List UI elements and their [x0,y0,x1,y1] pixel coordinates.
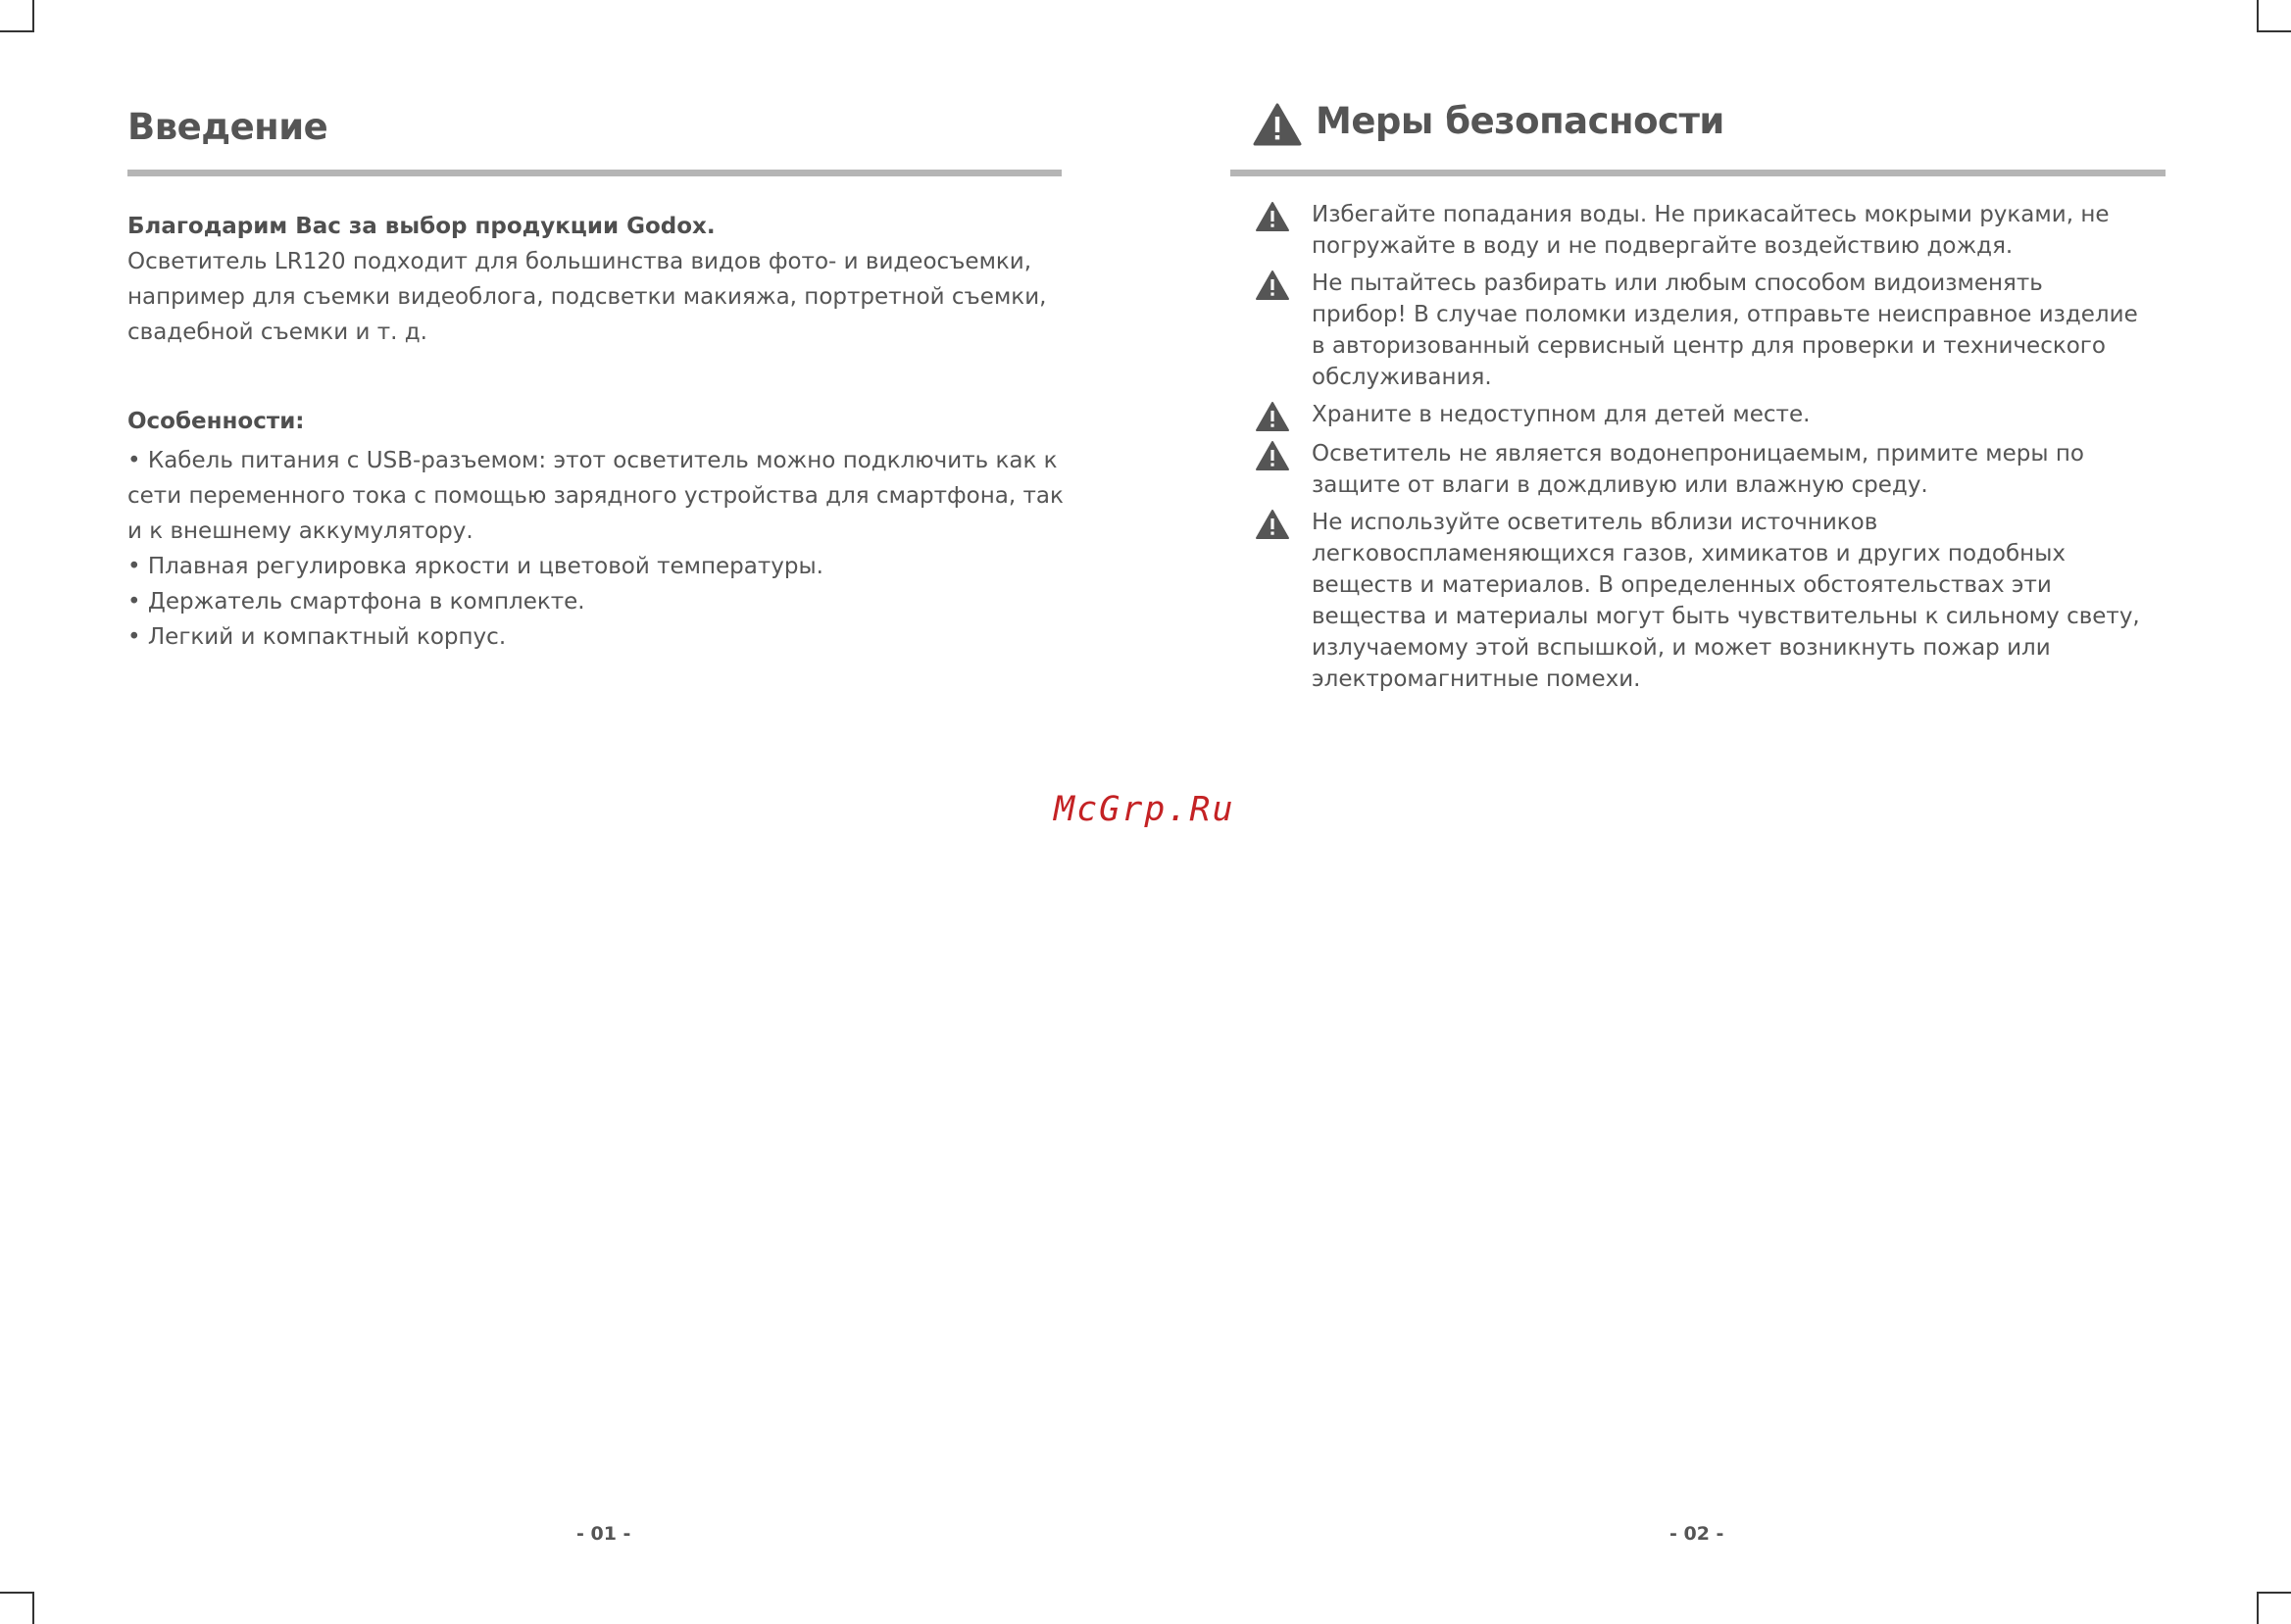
safety-item-text [1312,507,2168,695]
safety-item-line: Не используйте осветитель вблизи источников [1312,510,1878,535]
safety-item-line: прибор! В случае поломки изделия, отправьте неисправное изделие [1312,302,2138,327]
safety-item-line: Не пытайтесь разбирать или любым способом видоизменять [1312,271,2043,296]
crop-mark [2257,0,2259,32]
safety-item-line: обслуживания. [1312,365,1492,390]
page-number-left: - 01 - [576,1523,631,1545]
thanks-line: Благодарим Вас за выбор продукции Godox. [127,214,716,239]
title-rule [127,170,1062,176]
safety-item-line: Храните в недоступном для детей месте. [1312,402,1811,427]
warning-icon [1255,401,1290,432]
safety-item [1255,399,2168,432]
crop-mark [2259,1592,2291,1594]
warning-icon [1255,201,1290,232]
crop-mark [32,1592,34,1624]
safety-item-line: Осветитель не является водонепроницаемым, примите меры по [1312,441,2084,467]
warning-icon [1255,270,1290,301]
page-title-safety: Меры безопасности [1316,100,1724,142]
safety-item-text [1312,438,2168,501]
safety-title-icon [1253,103,1302,146]
safety-item-line: в авторизованный сервисный центр для проверки и технического [1312,333,2106,359]
intro-line: например для съемки видеоблога, подсветки макияжа, портретной съемки, [127,284,1047,310]
safety-item-text [1312,268,2168,393]
feature-line: • Кабель питания с USB-разъемом: этот осветитель можно подключить как к [127,448,1058,473]
page-number-right: - 02 - [1669,1523,1724,1545]
crop-mark [32,0,34,32]
safety-item-line: электромагнитные помехи. [1312,666,1641,692]
safety-item-text [1312,199,2168,262]
feature-line: сети переменного тока с помощью зарядного устройства для смартфона, так [127,483,1064,509]
title-rule [1230,170,2166,176]
safety-item-line: погружайте в воду и не подвергайте воздействию дождя. [1312,233,2014,259]
safety-list [1255,199,2168,701]
feature-line: • Держатель смартфона в комплекте. [127,589,585,615]
safety-item-text [1312,399,2168,430]
safety-item [1255,438,2168,501]
crop-mark [2259,30,2291,32]
spacer [127,350,1069,404]
warning-icon [1255,440,1290,471]
page-title-introduction: Введение [127,106,328,148]
feature-line: и к внешнему аккумулятору. [127,518,473,544]
features-heading: Особенности: [127,409,305,434]
warning-icon [1255,509,1290,540]
intro-line: свадебной съемки и т. д. [127,320,427,345]
safety-item [1255,507,2168,695]
crop-mark [0,1592,32,1594]
safety-item [1255,268,2168,393]
feature-line: • Легкий и компактный корпус. [127,624,507,650]
safety-item-line: Избегайте попадания воды. Не прикасайтесь мокрыми руками, не [1312,202,2110,227]
watermark: McGrp.Ru [1054,790,1235,829]
safety-item [1255,199,2168,262]
crop-mark [2257,1592,2259,1624]
introduction-body [127,209,1069,655]
safety-item-line: легковоспламеняющихся газов, химикатов и других подобных [1312,541,2066,566]
safety-item-line: защите от влаги в дождливую или влажную среду. [1312,472,1928,498]
intro-line: Осветитель LR120 подходит для большинства видов фото- и видеосъемки, [127,249,1032,274]
safety-item-line: веществ и материалов. В определенных обстоятельствах эти [1312,572,2052,598]
feature-line: • Плавная регулировка яркости и цветовой температуры. [127,554,823,579]
warning-icon [1253,103,1302,146]
safety-item-line: вещества и материалы могут быть чувствительны к сильному свету, [1312,604,2140,629]
safety-item-line: излучаемому этой вспышкой, и может возникнуть пожар или [1312,635,2051,661]
crop-mark [0,30,32,32]
